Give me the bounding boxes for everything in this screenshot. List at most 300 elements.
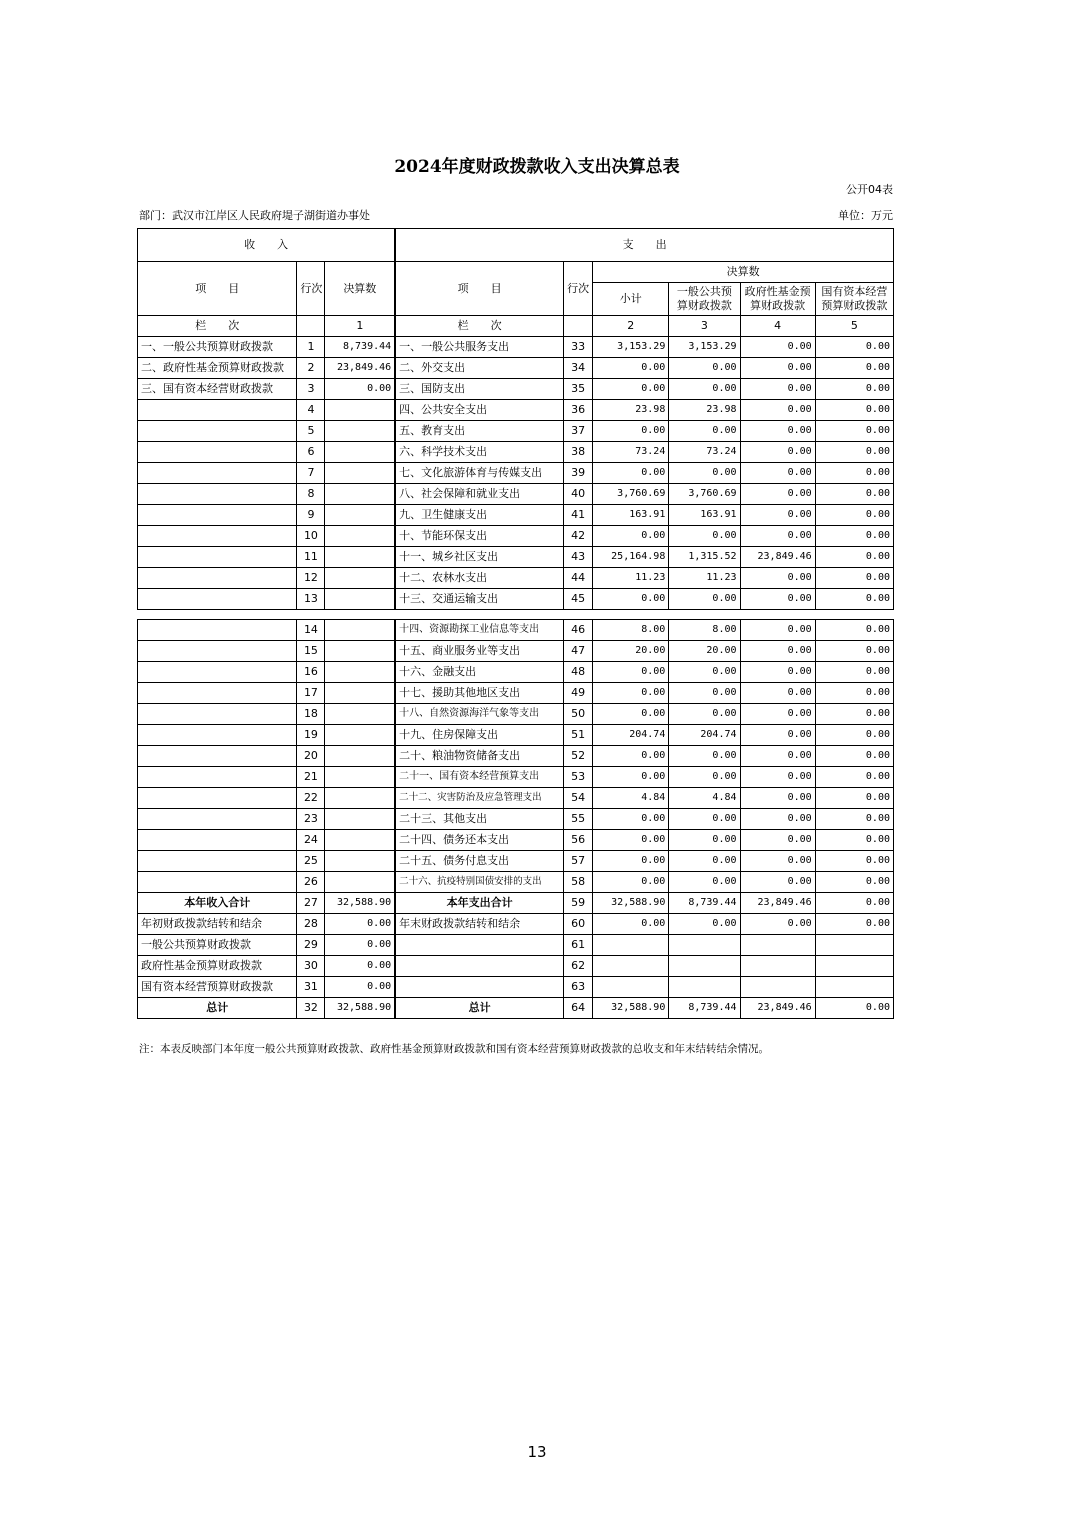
sub-fund-value: 0.00	[325, 956, 395, 977]
expense-item: 十、节能环保支出	[395, 526, 563, 547]
expense-fund: 23,849.46	[740, 547, 815, 568]
expense-line: 46	[564, 620, 593, 641]
expense-subtotal: 23.98	[593, 400, 669, 421]
expense-state: 0.00	[815, 851, 893, 872]
expense-subtotal: 8.00	[593, 620, 669, 641]
expense-line: 36	[564, 400, 593, 421]
table-row	[138, 358, 894, 379]
income-line: 21	[297, 767, 325, 788]
income-line: 11	[297, 547, 325, 568]
expense-item: 十七、援助其他地区支出	[395, 683, 563, 704]
expense-general: 0.00	[669, 358, 740, 379]
sub-state-value: 0.00	[325, 977, 395, 998]
income-line: 25	[297, 851, 325, 872]
expense-item: 七、文化旅游体育与传媒支出	[395, 463, 563, 484]
table-row	[138, 484, 894, 505]
income-value: 23,849.46	[325, 358, 395, 379]
income-value	[325, 683, 395, 704]
expense-line: 33	[564, 337, 593, 358]
income-value	[325, 830, 395, 851]
footnote: 注：本表反映部门本年度一般公共预算财政拨款、政府性基金预算财政拨款和国有资本经营预算财政拨款的总收支和年末结转结余情况。	[139, 1043, 769, 1055]
expense-state: 0.00	[815, 641, 893, 662]
table-row	[138, 788, 894, 809]
income-line: 5	[297, 421, 325, 442]
income-value: 0.00	[325, 379, 395, 400]
carry-out-label: 年末财政拨款结转和结余	[395, 914, 563, 935]
table-row	[138, 463, 894, 484]
income-item	[138, 809, 297, 830]
expense-item: 十六、金融支出	[395, 662, 563, 683]
income-line: 3	[297, 379, 325, 400]
expense-fund: 0.00	[740, 463, 815, 484]
general-budget-header: 一般公共预算财政拨款	[669, 283, 740, 316]
table-row	[138, 379, 894, 400]
expense-fund: 0.00	[740, 851, 815, 872]
table-row	[138, 641, 894, 662]
expense-subtotal: 4.84	[593, 788, 669, 809]
expense-state: 0.00	[815, 526, 893, 547]
expense-state: 0.00	[815, 662, 893, 683]
income-value	[325, 421, 395, 442]
table-row	[138, 809, 894, 830]
total-row	[138, 893, 894, 914]
income-value	[325, 851, 395, 872]
table-row	[138, 620, 894, 641]
income-value	[325, 547, 395, 568]
expense-item: 十一、城乡社区支出	[395, 547, 563, 568]
expense-subtotal: 0.00	[593, 421, 669, 442]
expense-state: 0.00	[815, 809, 893, 830]
expense-fund: 0.00	[740, 421, 815, 442]
income-item	[138, 400, 297, 421]
expense-item: 八、社会保障和就业支出	[395, 484, 563, 505]
expense-state: 0.00	[815, 400, 893, 421]
income-item	[138, 746, 297, 767]
income-line: 4	[297, 400, 325, 421]
expense-item: 二十三、其他支出	[395, 809, 563, 830]
expense-total-label: 本年支出合计	[395, 893, 563, 914]
income-line: 20	[297, 746, 325, 767]
income-total-line: 27	[297, 893, 325, 914]
expense-fund: 0.00	[740, 830, 815, 851]
income-item	[138, 620, 297, 641]
income-line: 13	[297, 589, 325, 610]
income-value	[325, 746, 395, 767]
expense-fund: 0.00	[740, 358, 815, 379]
expense-line: 52	[564, 746, 593, 767]
expense-subtotal: 20.00	[593, 641, 669, 662]
expense-state: 0.00	[815, 442, 893, 463]
income-value	[325, 526, 395, 547]
income-item	[138, 851, 297, 872]
income-item	[138, 704, 297, 725]
expense-general: 204.74	[669, 725, 740, 746]
expense-state: 0.00	[815, 547, 893, 568]
income-value	[325, 463, 395, 484]
column-1: 1	[325, 316, 395, 337]
table-row	[138, 505, 894, 526]
expense-line: 35	[564, 379, 593, 400]
expense-subtotal: 73.24	[593, 442, 669, 463]
table-row	[138, 746, 894, 767]
expense-state: 0.00	[815, 484, 893, 505]
grand-exp-label: 总计	[395, 998, 563, 1019]
expense-state: 0.00	[815, 746, 893, 767]
sub-general-line: 29	[297, 935, 325, 956]
income-line: 7	[297, 463, 325, 484]
sub-row	[138, 956, 894, 977]
expense-fund: 0.00	[740, 400, 815, 421]
income-value	[325, 767, 395, 788]
expense-subtotal: 0.00	[593, 767, 669, 788]
grand-exp-line: 64	[564, 998, 593, 1019]
income-line: 17	[297, 683, 325, 704]
grand-total-value: 32,588.90	[325, 998, 395, 1019]
income-value	[325, 568, 395, 589]
income-final-header: 决算数	[325, 262, 395, 316]
expense-item: 十八、自然资源海洋气象等支出	[395, 704, 563, 725]
carry-out-fund: 0.00	[740, 914, 815, 935]
expense-subtotal: 0.00	[593, 589, 669, 610]
income-item: 二、政府性基金预算财政拨款	[138, 358, 297, 379]
expense-line: 57	[564, 851, 593, 872]
income-item	[138, 463, 297, 484]
expense-item: 二十四、债务还本支出	[395, 830, 563, 851]
carry-in-label: 年初财政拨款结转和结余	[138, 914, 297, 935]
table-row	[138, 767, 894, 788]
expense-item: 十九、住房保障支出	[395, 725, 563, 746]
column-5: 5	[815, 316, 893, 337]
table-row	[138, 337, 894, 358]
expense-line: 41	[564, 505, 593, 526]
income-item-header: 项 目	[138, 262, 297, 316]
income-line: 2	[297, 358, 325, 379]
expense-line-header: 行次	[564, 262, 593, 316]
income-line: 10	[297, 526, 325, 547]
sub-state-exp-line: 63	[564, 977, 593, 998]
expense-line: 47	[564, 641, 593, 662]
expense-total-state: 0.00	[815, 893, 893, 914]
income-value	[325, 662, 395, 683]
expense-subtotal: 0.00	[593, 746, 669, 767]
expense-item: 十五、商业服务业等支出	[395, 641, 563, 662]
expense-total-subtotal: 32,588.90	[593, 893, 669, 914]
expense-line: 50	[564, 704, 593, 725]
income-value	[325, 442, 395, 463]
expense-line: 56	[564, 830, 593, 851]
expense-general: 0.00	[669, 662, 740, 683]
income-value	[325, 809, 395, 830]
expense-subtotal: 0.00	[593, 830, 669, 851]
income-item	[138, 547, 297, 568]
grand-total-line: 32	[297, 998, 325, 1019]
income-item	[138, 683, 297, 704]
expense-subtotal: 0.00	[593, 379, 669, 400]
expense-item: 三、国防支出	[395, 379, 563, 400]
expense-general: 0.00	[669, 872, 740, 893]
expense-fund: 0.00	[740, 767, 815, 788]
expense-line: 37	[564, 421, 593, 442]
carry-in-value: 0.00	[325, 914, 395, 935]
expense-state: 0.00	[815, 620, 893, 641]
table-row	[138, 725, 894, 746]
expense-state: 0.00	[815, 767, 893, 788]
expense-general: 0.00	[669, 379, 740, 400]
income-line: 6	[297, 442, 325, 463]
carry-in-line: 28	[297, 914, 325, 935]
expense-general: 0.00	[669, 526, 740, 547]
income-item	[138, 872, 297, 893]
expense-item: 十二、农林水支出	[395, 568, 563, 589]
expense-subtotal: 3,760.69	[593, 484, 669, 505]
expense-subtotal: 204.74	[593, 725, 669, 746]
expense-line: 34	[564, 358, 593, 379]
expense-state: 0.00	[815, 421, 893, 442]
income-line: 26	[297, 872, 325, 893]
expense-fund: 0.00	[740, 484, 815, 505]
grand-total-row	[138, 998, 894, 1019]
income-total-label: 本年收入合计	[138, 893, 297, 914]
income-item	[138, 484, 297, 505]
expense-state: 0.00	[815, 788, 893, 809]
income-line-header: 行次	[297, 262, 325, 316]
expense-general: 0.00	[669, 589, 740, 610]
expense-subtotal: 25,164.98	[593, 547, 669, 568]
sub-row	[138, 977, 894, 998]
income-item	[138, 421, 297, 442]
sub-fund-line: 30	[297, 956, 325, 977]
table-row	[138, 830, 894, 851]
expense-line: 48	[564, 662, 593, 683]
income-value	[325, 400, 395, 421]
income-item	[138, 505, 297, 526]
expense-state: 0.00	[815, 568, 893, 589]
expense-item: 二十一、国有资本经营预算支出	[395, 767, 563, 788]
expense-general: 3,760.69	[669, 484, 740, 505]
income-line: 12	[297, 568, 325, 589]
income-item: 三、国有资本经营财政拨款	[138, 379, 297, 400]
grand-exp-general: 8,739.44	[669, 998, 740, 1019]
subtotal-header: 小计	[593, 283, 669, 316]
expense-line: 51	[564, 725, 593, 746]
expense-subtotal: 0.00	[593, 358, 669, 379]
expense-general: 0.00	[669, 683, 740, 704]
income-line: 19	[297, 725, 325, 746]
expense-line: 53	[564, 767, 593, 788]
unit-label: 单位：万元	[838, 209, 893, 222]
expense-header: 支 出	[395, 229, 893, 262]
income-item	[138, 589, 297, 610]
income-item	[138, 788, 297, 809]
income-value	[325, 589, 395, 610]
page-number: 13	[527, 1443, 547, 1461]
expense-state: 0.00	[815, 725, 893, 746]
income-value	[325, 505, 395, 526]
fund-budget-header: 政府性基金预算财政拨款	[740, 283, 815, 316]
carry-row	[138, 914, 894, 935]
income-line: 22	[297, 788, 325, 809]
income-line: 8	[297, 484, 325, 505]
expense-general: 0.00	[669, 851, 740, 872]
carry-out-line: 60	[564, 914, 593, 935]
expense-fund: 0.00	[740, 662, 815, 683]
expense-subtotal: 0.00	[593, 662, 669, 683]
expense-fund: 0.00	[740, 683, 815, 704]
sub-general-label: 一般公共预算财政拨款	[138, 935, 297, 956]
income-item	[138, 767, 297, 788]
expense-general: 4.84	[669, 788, 740, 809]
expense-general: 0.00	[669, 767, 740, 788]
expense-state: 0.00	[815, 505, 893, 526]
expense-item: 二、外交支出	[395, 358, 563, 379]
grand-exp-state: 0.00	[815, 998, 893, 1019]
expense-line: 55	[564, 809, 593, 830]
income-value	[325, 788, 395, 809]
column-label: 栏 次	[138, 316, 297, 337]
carry-out-general: 0.00	[669, 914, 740, 935]
expense-fund: 0.00	[740, 788, 815, 809]
expense-general: 0.00	[669, 830, 740, 851]
expense-fund: 0.00	[740, 505, 815, 526]
table-row	[138, 568, 894, 589]
expense-item: 六、科学技术支出	[395, 442, 563, 463]
expense-fund: 0.00	[740, 442, 815, 463]
expense-state: 0.00	[815, 589, 893, 610]
expense-item: 十三、交通运输支出	[395, 589, 563, 610]
table-row	[138, 589, 894, 610]
expense-general: 0.00	[669, 704, 740, 725]
grand-exp-subtotal: 32,588.90	[593, 998, 669, 1019]
expense-total-general: 8,739.44	[669, 893, 740, 914]
table-row	[138, 683, 894, 704]
expense-fund: 0.00	[740, 872, 815, 893]
table-row	[138, 442, 894, 463]
expense-general: 3,153.29	[669, 337, 740, 358]
expense-fund: 0.00	[740, 379, 815, 400]
income-item: 一、一般公共预算财政拨款	[138, 337, 297, 358]
income-value	[325, 725, 395, 746]
expense-subtotal: 0.00	[593, 463, 669, 484]
expense-state: 0.00	[815, 358, 893, 379]
income-line: 1	[297, 337, 325, 358]
expense-fund: 0.00	[740, 641, 815, 662]
column-4: 4	[740, 316, 815, 337]
expense-fund: 0.00	[740, 620, 815, 641]
column-3: 3	[669, 316, 740, 337]
expense-item: 九、卫生健康支出	[395, 505, 563, 526]
sub-fund-exp-line: 62	[564, 956, 593, 977]
income-header: 收 入	[138, 229, 396, 262]
expense-state: 0.00	[815, 872, 893, 893]
expense-line: 58	[564, 872, 593, 893]
sub-general-exp-line: 61	[564, 935, 593, 956]
income-line: 16	[297, 662, 325, 683]
expense-item: 二十、粮油物资储备支出	[395, 746, 563, 767]
expense-general: 0.00	[669, 463, 740, 484]
table-row	[138, 872, 894, 893]
income-value: 8,739.44	[325, 337, 395, 358]
expense-general: 0.00	[669, 809, 740, 830]
income-value	[325, 484, 395, 505]
expense-fund: 0.00	[740, 568, 815, 589]
sub-row	[138, 935, 894, 956]
expense-general: 20.00	[669, 641, 740, 662]
income-item	[138, 662, 297, 683]
sub-fund-label: 政府性基金预算财政拨款	[138, 956, 297, 977]
income-line: 9	[297, 505, 325, 526]
table-row	[138, 400, 894, 421]
form-number: 公开04表	[846, 183, 893, 196]
expense-subtotal: 3,153.29	[593, 337, 669, 358]
income-item	[138, 568, 297, 589]
income-item	[138, 442, 297, 463]
income-item	[138, 526, 297, 547]
table-row	[138, 421, 894, 442]
expense-fund: 0.00	[740, 526, 815, 547]
sub-state-line: 31	[297, 977, 325, 998]
expense-item: 四、公共安全支出	[395, 400, 563, 421]
income-item	[138, 641, 297, 662]
column-2: 2	[593, 316, 669, 337]
expense-general: 11.23	[669, 568, 740, 589]
expense-fund: 0.00	[740, 337, 815, 358]
state-capital-header: 国有资本经营预算财政拨款	[815, 283, 893, 316]
expense-item: 二十二、灾害防治及应急管理支出	[395, 788, 563, 809]
expense-item: 二十五、债务付息支出	[395, 851, 563, 872]
expense-state: 0.00	[815, 704, 893, 725]
table-row	[138, 851, 894, 872]
expense-fund: 0.00	[740, 589, 815, 610]
expense-state: 0.00	[815, 379, 893, 400]
expense-line: 44	[564, 568, 593, 589]
income-total-value: 32,588.90	[325, 893, 395, 914]
expense-line: 43	[564, 547, 593, 568]
expense-general: 0.00	[669, 421, 740, 442]
table-row	[138, 547, 894, 568]
expense-general: 163.91	[669, 505, 740, 526]
expense-subtotal: 0.00	[593, 872, 669, 893]
expense-subtotal: 0.00	[593, 526, 669, 547]
expense-general: 23.98	[669, 400, 740, 421]
grand-exp-fund: 23,849.46	[740, 998, 815, 1019]
expense-item: 十四、资源勘探工业信息等支出	[395, 620, 563, 641]
expense-subtotal: 163.91	[593, 505, 669, 526]
expense-subtotal: 11.23	[593, 568, 669, 589]
expense-state: 0.00	[815, 830, 893, 851]
expense-fund: 0.00	[740, 746, 815, 767]
page-title: 2024年度财政拨款收入支出决算总表	[394, 157, 680, 177]
expense-line: 40	[564, 484, 593, 505]
final-group-header: 决算数	[593, 262, 894, 283]
expense-total-line: 59	[564, 893, 593, 914]
table-row	[138, 526, 894, 547]
expense-item: 二十六、抗疫特别国债安排的支出	[395, 872, 563, 893]
expense-state: 0.00	[815, 683, 893, 704]
department-label: 部门：武汉市江岸区人民政府堤子湖街道办事处	[139, 209, 370, 222]
budget-table	[137, 228, 894, 1019]
carry-out-state: 0.00	[815, 914, 893, 935]
expense-line: 54	[564, 788, 593, 809]
expense-line: 38	[564, 442, 593, 463]
expense-fund: 0.00	[740, 725, 815, 746]
expense-total-fund: 23,849.46	[740, 893, 815, 914]
expense-subtotal: 0.00	[593, 683, 669, 704]
income-value	[325, 641, 395, 662]
income-line: 18	[297, 704, 325, 725]
expense-general: 73.24	[669, 442, 740, 463]
income-value	[325, 704, 395, 725]
expense-item: 一、一般公共服务支出	[395, 337, 563, 358]
